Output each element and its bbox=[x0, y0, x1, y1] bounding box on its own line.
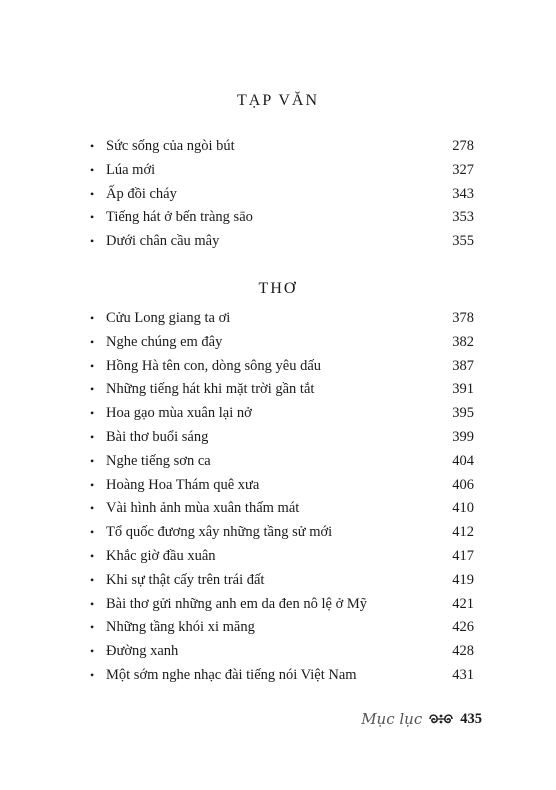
toc-item-page: 343 bbox=[452, 185, 474, 202]
toc-item-title: Vài hình ảnh mùa xuân thấm mát bbox=[106, 500, 300, 517]
toc-item[interactable] bbox=[90, 162, 474, 186]
page-footer bbox=[361, 710, 482, 728]
toc-item[interactable] bbox=[90, 619, 474, 643]
toc-item[interactable] bbox=[90, 453, 474, 477]
toc-item-page: 404 bbox=[452, 452, 474, 469]
toc-item[interactable] bbox=[90, 477, 474, 501]
toc-item-page: 410 bbox=[452, 500, 474, 517]
toc-item[interactable] bbox=[90, 233, 474, 257]
bullet-icon: • bbox=[90, 525, 95, 540]
toc-item[interactable] bbox=[90, 643, 474, 667]
bullet-icon: • bbox=[90, 358, 95, 373]
bullet-icon: • bbox=[90, 644, 95, 659]
toc-list-tho bbox=[90, 310, 474, 691]
toc-item-page: 419 bbox=[452, 571, 474, 588]
bullet-icon: • bbox=[90, 477, 95, 492]
toc-item-page: 417 bbox=[452, 547, 474, 564]
footer-label: Mục lục bbox=[361, 710, 423, 728]
floral-ornament-icon bbox=[428, 712, 454, 726]
toc-item[interactable] bbox=[90, 500, 474, 524]
toc-item-page: 378 bbox=[452, 310, 474, 326]
toc-item-title: Ấp đồi cháy bbox=[106, 185, 177, 202]
toc-item[interactable] bbox=[90, 334, 474, 358]
toc-item-title: Khi sự thật cấy trên trái đất bbox=[106, 571, 265, 588]
toc-item-title: Lúa mới bbox=[106, 161, 156, 178]
toc-item[interactable] bbox=[90, 667, 474, 691]
toc-item-title: Nghe tiếng sơn ca bbox=[106, 452, 211, 469]
toc-item[interactable] bbox=[90, 572, 474, 596]
toc-item-page: 428 bbox=[452, 643, 474, 660]
toc-item-page: 382 bbox=[452, 333, 474, 350]
toc-item-page: 391 bbox=[452, 381, 474, 398]
toc-item-title: Cửu Long giang ta ơi bbox=[106, 310, 231, 326]
toc-item-page: 421 bbox=[452, 595, 474, 612]
bullet-icon: • bbox=[90, 453, 95, 468]
toc-item-page: 412 bbox=[452, 524, 474, 541]
toc-item-page: 355 bbox=[452, 233, 474, 250]
bullet-icon: • bbox=[90, 667, 95, 682]
toc-item[interactable] bbox=[90, 596, 474, 620]
toc-item[interactable] bbox=[90, 358, 474, 382]
toc-item-title: Dưới chân cầu mây bbox=[106, 233, 220, 250]
bullet-icon: • bbox=[90, 406, 95, 421]
toc-item[interactable] bbox=[90, 429, 474, 453]
toc-item-title: Bài thơ gửi những anh em da đen nô lệ ở Mỹ bbox=[106, 595, 367, 612]
bullet-icon: • bbox=[90, 572, 95, 587]
toc-item-title: Hồng Hà tên con, dòng sông yêu dấu bbox=[106, 357, 322, 374]
toc-item-page: 278 bbox=[452, 138, 474, 154]
bullet-icon: • bbox=[90, 162, 95, 177]
bullet-icon: • bbox=[90, 186, 95, 201]
toc-item[interactable] bbox=[90, 310, 474, 334]
bullet-icon: • bbox=[90, 334, 95, 349]
toc-item-title: Đường xanh bbox=[106, 643, 179, 660]
toc-item-page: 327 bbox=[452, 161, 474, 178]
footer-page-number: 435 bbox=[460, 710, 482, 727]
toc-item-title: Hoa gạo mùa xuân lại nở bbox=[106, 405, 252, 422]
toc-item-title: Tiếng hát ở bến tràng sāo bbox=[106, 209, 253, 226]
toc-item-title: Những tầng khói xi măng bbox=[106, 619, 255, 636]
bullet-icon: • bbox=[90, 139, 95, 153]
bullet-icon: • bbox=[90, 429, 95, 444]
toc-item-page: 406 bbox=[452, 476, 474, 493]
toc-item-title: Hoàng Hoa Thám quê xưa bbox=[106, 476, 260, 493]
toc-item[interactable] bbox=[90, 405, 474, 429]
toc-item-title: Khắc giờ đầu xuân bbox=[106, 547, 216, 564]
toc-list-tap-van bbox=[90, 138, 474, 257]
bullet-icon: • bbox=[90, 596, 95, 611]
toc-item[interactable] bbox=[90, 186, 474, 210]
bullet-icon: • bbox=[90, 234, 95, 249]
toc-item-page: 399 bbox=[452, 428, 474, 445]
toc-item[interactable] bbox=[90, 524, 474, 548]
toc-item-page: 387 bbox=[452, 357, 474, 374]
toc-item-title: Sức sống của ngòi bút bbox=[106, 138, 235, 154]
toc-item-title: Nghe chúng em đây bbox=[106, 333, 223, 350]
bullet-icon: • bbox=[90, 311, 95, 325]
toc-item[interactable] bbox=[90, 548, 474, 572]
toc-item-title: Bài thơ buổi sáng bbox=[106, 428, 209, 445]
toc-item[interactable] bbox=[90, 209, 474, 233]
toc-item[interactable] bbox=[90, 138, 474, 162]
toc-item-page: 426 bbox=[452, 619, 474, 636]
bullet-icon: • bbox=[90, 620, 95, 635]
toc-item-title: Một sớm nghe nhạc đài tiếng nói Việt Nam bbox=[106, 666, 357, 683]
section-heading-tho: THƠ bbox=[258, 280, 298, 297]
toc-item-page: 353 bbox=[452, 209, 474, 226]
bullet-icon: • bbox=[90, 210, 95, 225]
bullet-icon: • bbox=[90, 382, 95, 397]
toc-item-page: 431 bbox=[452, 666, 474, 683]
toc-item-title: Những tiếng hát khi mặt trời gần tắt bbox=[106, 381, 315, 398]
section-heading-tap-van: TẠP VĂN bbox=[236, 92, 319, 109]
toc-item-title: Tổ quốc đương xây những tầng sử mới bbox=[106, 524, 333, 541]
bullet-icon: • bbox=[90, 501, 95, 516]
toc-item-page: 395 bbox=[452, 405, 474, 422]
toc-item[interactable] bbox=[90, 381, 474, 405]
bullet-icon: • bbox=[90, 548, 95, 563]
